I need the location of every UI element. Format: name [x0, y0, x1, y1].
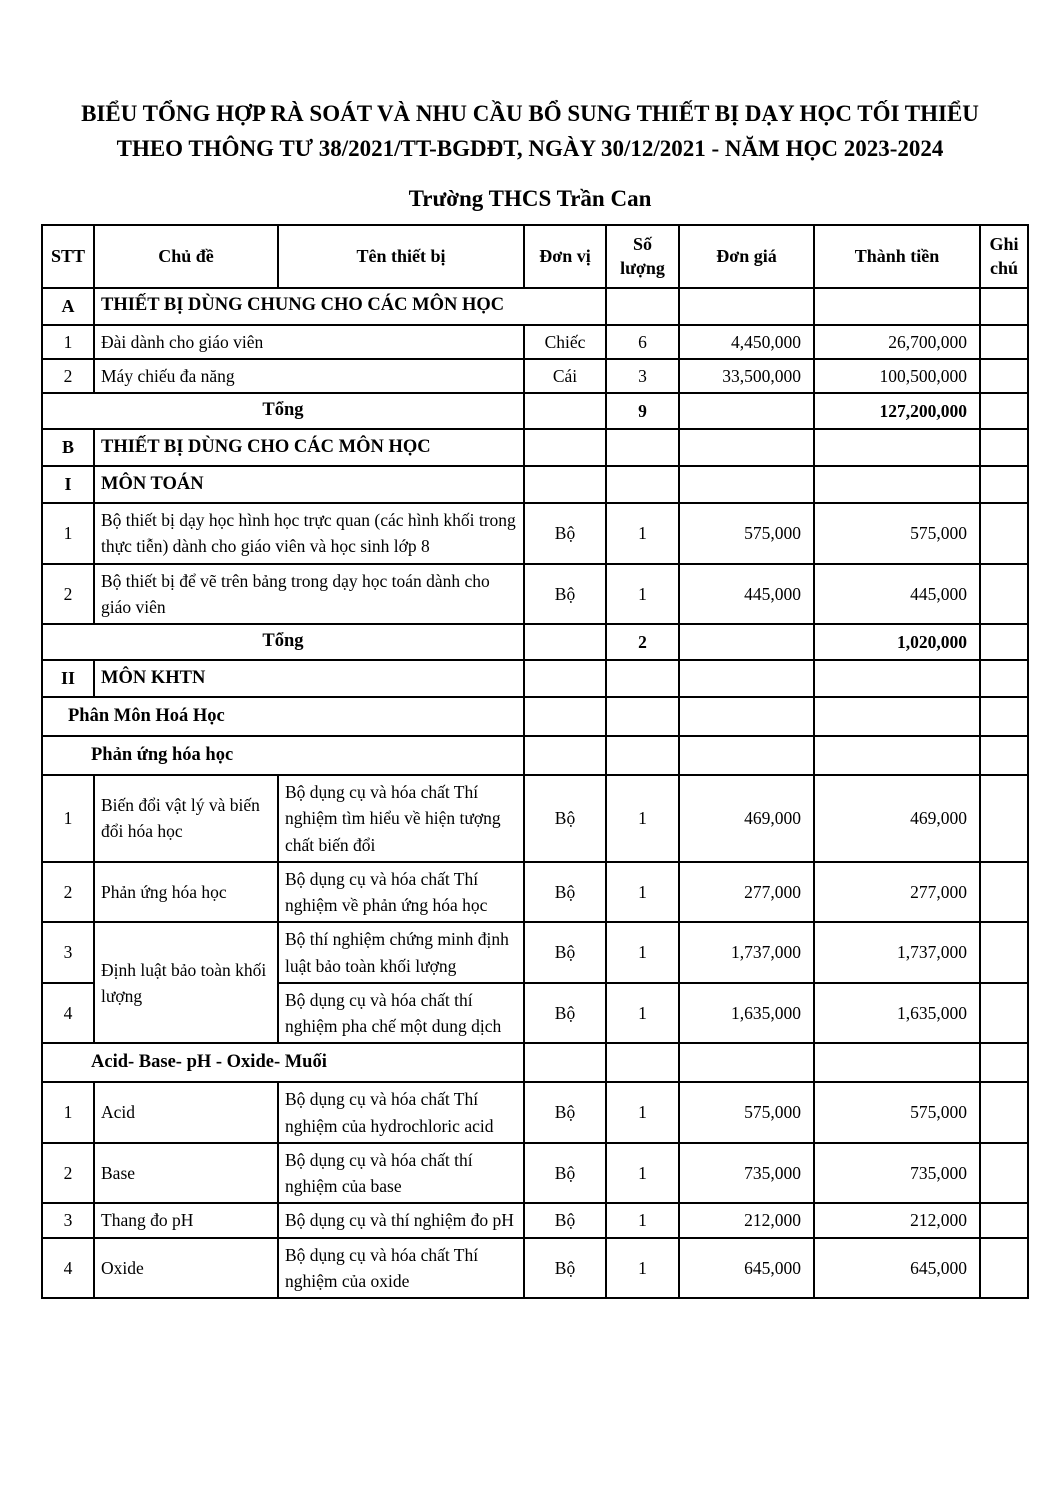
unit-cell [524, 736, 606, 775]
total-price-cell: 445,000 [814, 564, 980, 625]
device-name-cell: Bộ dụng cụ và hóa chất Thí nghiệm của oxide [278, 1238, 524, 1299]
device-name-cell: Bộ dụng cụ và hóa chất Thí nghiệm của hydrochloric acid [278, 1082, 524, 1143]
note-cell [980, 922, 1028, 983]
unit-cell: Bộ [524, 1238, 606, 1299]
total-price-cell [814, 736, 980, 775]
col-header-device-name: Tên thiết bị [278, 225, 524, 288]
total-price-cell: 1,635,000 [814, 983, 980, 1044]
quantity-cell: 1 [606, 983, 679, 1044]
topic-cell: Phản ứng hóa học [94, 862, 278, 923]
stt-cell: 1 [42, 325, 94, 359]
table-row [42, 660, 1028, 697]
table-row [42, 325, 1028, 359]
unit-cell [524, 393, 606, 429]
quantity-cell: 1 [606, 564, 679, 625]
unit-cell [524, 660, 606, 697]
quantity-cell: 1 [606, 775, 679, 862]
table-row [42, 393, 1028, 429]
unit-price-cell: 277,000 [679, 862, 814, 923]
note-cell [980, 503, 1028, 564]
stt-cell: 2 [42, 1143, 94, 1204]
total-price-cell: 575,000 [814, 503, 980, 564]
unit-cell: Bộ [524, 862, 606, 923]
quantity-cell [606, 697, 679, 736]
device-name-cell: Bộ dụng cụ và hóa chất Thí nghiệm tìm hiểu về hiện tượng chất biến đổi [278, 775, 524, 862]
topic-cell: Base [94, 1143, 278, 1204]
total-label-cell: Tổng [42, 393, 524, 429]
note-cell [980, 359, 1028, 393]
unit-price-cell: 445,000 [679, 564, 814, 625]
unit-price-cell: 735,000 [679, 1143, 814, 1204]
unit-cell: Chiếc [524, 325, 606, 359]
table-row [42, 288, 1028, 325]
col-header-quantity: Số lượng [606, 225, 679, 288]
unit-price-cell [679, 429, 814, 466]
table-row [42, 1082, 1028, 1143]
unit-price-cell [679, 660, 814, 697]
note-cell [980, 429, 1028, 466]
unit-cell [524, 1043, 606, 1082]
note-cell [980, 983, 1028, 1044]
unit-cell: Bộ [524, 503, 606, 564]
stt-cell: B [42, 429, 94, 466]
unit-price-cell: 1,737,000 [679, 922, 814, 983]
quantity-cell: 1 [606, 1143, 679, 1204]
col-header-unit: Đơn vị [524, 225, 606, 288]
unit-price-cell: 33,500,000 [679, 359, 814, 393]
unit-price-cell: 4,450,000 [679, 325, 814, 359]
stt-cell: 3 [42, 922, 94, 983]
table-row [42, 1043, 1028, 1082]
total-price-cell: 1,737,000 [814, 922, 980, 983]
unit-cell [524, 697, 606, 736]
section-label-cell: MÔN KHTN [94, 660, 524, 697]
device-name-cell: Bộ dụng cụ và hóa chất thí nghiệm của base [278, 1143, 524, 1204]
note-cell [980, 466, 1028, 503]
unit-cell: Bộ [524, 983, 606, 1044]
stt-cell: 4 [42, 983, 94, 1044]
stt-cell: 1 [42, 775, 94, 862]
total-price-cell [814, 697, 980, 736]
stt-cell: A [42, 288, 94, 325]
unit-cell: Bộ [524, 922, 606, 983]
stt-cell: 2 [42, 564, 94, 625]
device-name-cell: Bộ dụng cụ và thí nghiệm đo pH [278, 1203, 524, 1237]
school-name: Trường THCS Trần Can [408, 186, 652, 211]
quantity-cell [606, 1043, 679, 1082]
note-cell [980, 564, 1028, 625]
unit-cell: Bộ [524, 1143, 606, 1204]
unit-price-cell: 212,000 [679, 1203, 814, 1237]
total-price-cell: 575,000 [814, 1082, 980, 1143]
quantity-cell: 1 [606, 922, 679, 983]
unit-cell: Bộ [524, 1203, 606, 1237]
note-cell [980, 1082, 1028, 1143]
table-row [42, 862, 1028, 923]
total-price-cell: 277,000 [814, 862, 980, 923]
unit-price-cell: 575,000 [679, 503, 814, 564]
topic-cell: Định luật bảo toàn khối lượng [94, 922, 278, 1043]
equipment-table [41, 224, 1029, 1299]
quantity-cell: 2 [606, 624, 679, 660]
topic-cell: Thang đo pH [94, 1203, 278, 1237]
note-cell [980, 325, 1028, 359]
total-price-cell: 1,020,000 [814, 624, 980, 660]
unit-price-cell [679, 393, 814, 429]
table-row [42, 624, 1028, 660]
quantity-cell: 9 [606, 393, 679, 429]
subsection-label-cell: Phản ứng hóa học [42, 736, 524, 775]
unit-price-cell: 575,000 [679, 1082, 814, 1143]
total-label-cell: Tổng [42, 624, 524, 660]
unit-cell [524, 624, 606, 660]
table-row [42, 1238, 1028, 1299]
table-row [42, 1143, 1028, 1204]
note-cell [980, 288, 1028, 325]
quantity-cell [606, 660, 679, 697]
device-name-cell: Bộ dụng cụ và hóa chất Thí nghiệm về phản ứng hóa học [278, 862, 524, 923]
table-body [42, 288, 1028, 1299]
topic-cell: Oxide [94, 1238, 278, 1299]
device-name-cell: Bộ thiết bị dạy học hình học trực quan (các hình khối trong thực tiễn) dành cho giáo viên và học sinh lớp 8 [94, 503, 524, 564]
quantity-cell [606, 466, 679, 503]
table-row [42, 736, 1028, 775]
note-cell [980, 775, 1028, 862]
note-cell [980, 736, 1028, 775]
unit-price-cell [679, 288, 814, 325]
unit-price-cell [679, 736, 814, 775]
total-price-cell [814, 288, 980, 325]
total-price-cell [814, 429, 980, 466]
col-header-note: Ghi chú [980, 225, 1028, 288]
unit-cell: Cái [524, 359, 606, 393]
unit-price-cell [679, 1043, 814, 1082]
topic-cell: Biến đổi vật lý và biến đổi hóa học [94, 775, 278, 862]
note-cell [980, 660, 1028, 697]
unit-price-cell [679, 466, 814, 503]
section-label-cell: THIẾT BỊ DÙNG CHUNG CHO CÁC MÔN HỌC [94, 288, 606, 325]
quantity-cell: 1 [606, 503, 679, 564]
unit-price-cell: 645,000 [679, 1238, 814, 1299]
unit-cell: Bộ [524, 775, 606, 862]
stt-cell: 1 [42, 1082, 94, 1143]
section-label-cell: THIẾT BỊ DÙNG CHO CÁC MÔN HỌC [94, 429, 524, 466]
total-price-cell [814, 1043, 980, 1082]
quantity-cell: 1 [606, 1082, 679, 1143]
quantity-cell: 6 [606, 325, 679, 359]
quantity-cell: 1 [606, 1203, 679, 1237]
note-cell [980, 862, 1028, 923]
note-cell [980, 1238, 1028, 1299]
unit-cell [524, 429, 606, 466]
total-price-cell: 469,000 [814, 775, 980, 862]
document-title-line2: THEO THÔNG TƯ 38/2021/TT-BGDĐT, NGÀY 30/12/2021 - NĂM HỌC 2023-2024 [116, 136, 944, 161]
stt-cell: II [42, 660, 94, 697]
note-cell [980, 697, 1028, 736]
total-price-cell: 127,200,000 [814, 393, 980, 429]
table-row [42, 359, 1028, 393]
stt-cell: 2 [42, 862, 94, 923]
device-name-cell: Bộ thí nghiệm chứng minh định luật bảo toàn khối lượng [278, 922, 524, 983]
device-name-cell: Đài dành cho giáo viên [94, 325, 524, 359]
note-cell [980, 393, 1028, 429]
device-name-cell: Bộ thiết bị để vẽ trên bảng trong dạy học toán dành cho giáo viên [94, 564, 524, 625]
device-name-cell: Bộ dụng cụ và hóa chất thí nghiệm pha chế một dung dịch [278, 983, 524, 1044]
quantity-cell [606, 736, 679, 775]
table-row [42, 503, 1028, 564]
stt-cell: I [42, 466, 94, 503]
table-row [42, 922, 1028, 983]
stt-cell: 2 [42, 359, 94, 393]
unit-cell: Bộ [524, 1082, 606, 1143]
total-price-cell [814, 466, 980, 503]
unit-price-cell [679, 624, 814, 660]
total-price-cell: 26,700,000 [814, 325, 980, 359]
col-header-total-price: Thành tiền [814, 225, 980, 288]
col-header-stt: STT [42, 225, 94, 288]
stt-cell: 4 [42, 1238, 94, 1299]
stt-cell: 1 [42, 503, 94, 564]
table-row [42, 429, 1028, 466]
unit-price-cell: 1,635,000 [679, 983, 814, 1044]
total-price-cell: 645,000 [814, 1238, 980, 1299]
unit-cell: Bộ [524, 564, 606, 625]
table-row [42, 775, 1028, 862]
table-row [42, 466, 1028, 503]
unit-cell [524, 466, 606, 503]
quantity-cell [606, 429, 679, 466]
total-price-cell: 212,000 [814, 1203, 980, 1237]
col-header-unit-price: Đơn giá [679, 225, 814, 288]
table-row [42, 697, 1028, 736]
stt-cell: 3 [42, 1203, 94, 1237]
topic-cell: Acid [94, 1082, 278, 1143]
note-cell [980, 1043, 1028, 1082]
total-price-cell: 735,000 [814, 1143, 980, 1204]
unit-price-cell [679, 697, 814, 736]
subsection-label-cell: Acid- Base- pH - Oxide- Muối [42, 1043, 524, 1082]
quantity-cell: 1 [606, 1238, 679, 1299]
document-title [40, 96, 1020, 166]
note-cell [980, 1203, 1028, 1237]
section-label-cell: MÔN TOÁN [94, 466, 524, 503]
quantity-cell: 3 [606, 359, 679, 393]
col-header-topic: Chủ đề [94, 225, 278, 288]
device-name-cell: Máy chiếu đa năng [94, 359, 524, 393]
document-title-line1: BIỂU TỔNG HỢP RÀ SOÁT VÀ NHU CẦU BỔ SUNG THIẾT BỊ DẠY HỌC TỐI THIỂU [81, 101, 979, 126]
quantity-cell: 1 [606, 862, 679, 923]
unit-price-cell: 469,000 [679, 775, 814, 862]
table-header-row [42, 225, 1028, 288]
table-row [42, 1203, 1028, 1237]
table-row [42, 564, 1028, 625]
subsection-label-cell: Phân Môn Hoá Học [42, 697, 524, 736]
total-price-cell [814, 660, 980, 697]
note-cell [980, 1143, 1028, 1204]
note-cell [980, 624, 1028, 660]
total-price-cell: 100,500,000 [814, 359, 980, 393]
quantity-cell [606, 288, 679, 325]
